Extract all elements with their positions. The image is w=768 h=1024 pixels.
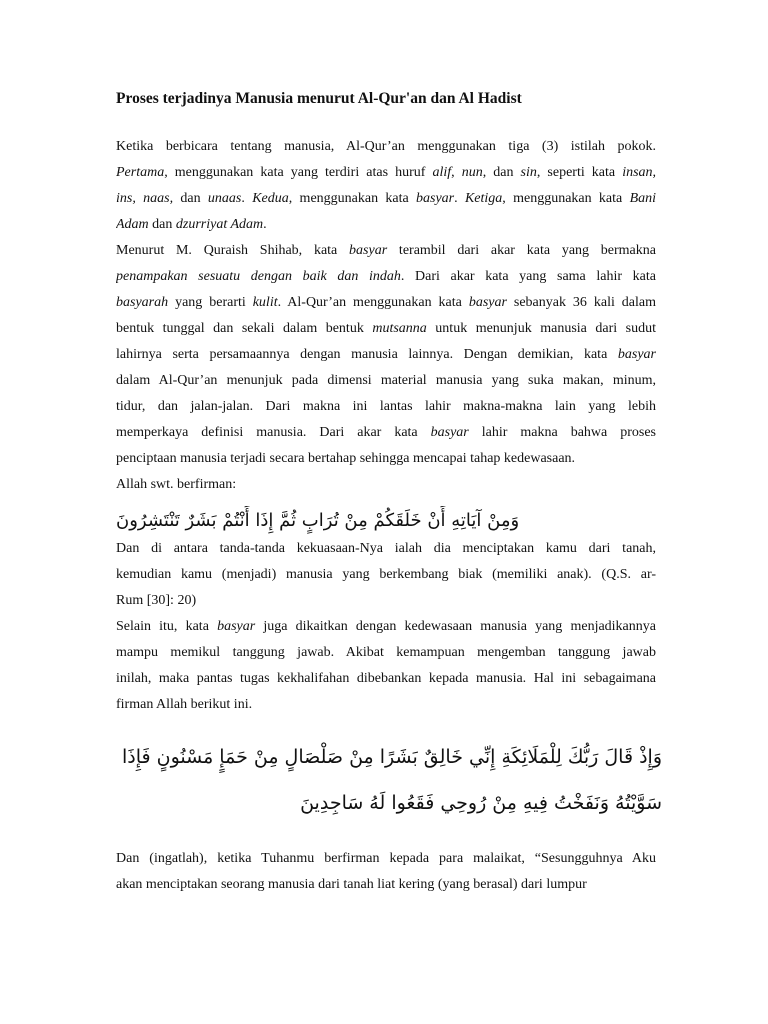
text-line <box>116 640 656 666</box>
text-run: yang berarti <box>168 295 253 310</box>
arabic-verse-ar-rum: وَمِنْ آيَاتِهِ أَنْ خَلَقَكُمْ مِنْ تُرَابٍ ثُمَّ إِذَا أَنْتُمْ بَشَرٌ تَنْتَشِرُونَ <box>116 510 520 531</box>
italic-term: unaas <box>207 191 242 206</box>
text-run: . <box>263 217 267 232</box>
text-line <box>116 186 656 212</box>
italic-term: basyar <box>430 425 469 440</box>
text-run: Rum [30]: 20) <box>116 593 197 608</box>
text-run: . <box>241 191 253 206</box>
italic-term: Adam <box>116 217 149 232</box>
text-line <box>116 666 656 692</box>
italic-term: ins, naas, <box>116 191 174 206</box>
text-line <box>116 394 656 420</box>
text-line <box>116 588 656 614</box>
italic-term: basyarah <box>116 295 169 310</box>
text-line <box>116 368 656 394</box>
text-run: Ketika berbicara tentang manusia, Al-Qur’an menggunakan tiga (3) istilah pokok. <box>116 139 656 154</box>
italic-term: basyar <box>349 243 388 258</box>
text-run: , <box>451 165 462 180</box>
italic-term: Kedua <box>252 191 289 206</box>
text-run: kemudian kamu (menjadi) manusia yang berkembang biak (memiliki anak). (Q.S. ar- <box>116 567 656 582</box>
paragraph-istilah-pokok <box>116 134 656 238</box>
text-run: inilah, maka pantas tugas kekhalifahan dibebankan kepada manusia. Hal ini sebagaimana <box>116 671 656 686</box>
text-run: , menggunakan kata <box>502 191 630 206</box>
text-run: dan <box>148 217 176 232</box>
text-run: lahir makna bahwa proses <box>468 425 656 440</box>
italic-term: nun <box>461 165 483 180</box>
italic-term: alif <box>432 165 452 180</box>
text-line <box>116 692 656 718</box>
text-run: penciptaan manusia terjadi secara bertahap sehingga mencapai tahap kedewasaan. <box>116 451 576 466</box>
text-line <box>116 290 656 316</box>
text-run: firman Allah berikut ini. <box>116 697 253 712</box>
text-line <box>116 420 656 446</box>
text-line <box>116 846 656 872</box>
italic-term: sin <box>520 165 537 180</box>
text-line <box>116 160 656 186</box>
arabic-verse-line-1: وَإِذْ قَالَ رَبُّكَ لِلْمَلَائِكَةِ إِنِّي خَالِقٌ بَشَرًا مِنْ صَلْصَالٍ مِنْ حَمَإٍ مَسْنُونٍ فَإِذَا <box>121 746 662 768</box>
text-run: untuk menunjuk manusia dari sudut <box>426 321 656 336</box>
text-run: akan menciptakan seorang manusia dari tanah liat kering (yang berasal) dari lumpur <box>116 877 587 892</box>
arabic-verse-line-2: سَوَّيْتُهُ وَنَفَخْتُ فِيهِ مِنْ رُوحِي فَقَعُوا لَهُ سَاجِدِينَ <box>300 792 662 814</box>
text-line <box>116 134 656 160</box>
text-run: tidur, dan jalan-jalan. Dari makna ini lantas lahir makna-makna lain yang lebih <box>116 399 656 414</box>
text-run: memperkaya definisi manusia. Dari akar kata <box>116 425 431 440</box>
text-run: Dan di antara tanda-tanda kekuasaan-Nya ialah dia menciptakan kamu dari tanah, <box>116 541 656 556</box>
text-line <box>116 316 656 342</box>
text-line <box>116 446 656 472</box>
italic-term: insan, <box>622 165 656 180</box>
text-run: lahirnya serta persamaannya dengan manusia lainnya. Dengan demikian, kata <box>116 347 618 362</box>
text-line <box>116 872 656 898</box>
text-run: sebanyak 36 kali dalam <box>506 295 656 310</box>
text-run: Selain itu, kata <box>116 619 218 634</box>
italic-term: basyar <box>617 347 656 362</box>
text-run: Allah swt. berfirman: <box>116 477 237 492</box>
italic-term: Pertama <box>116 165 165 180</box>
italic-term: dzurriyat Adam <box>175 217 264 232</box>
text-run: . Al-Qur’an menggunakan kata <box>277 295 469 310</box>
italic-term: Bani <box>629 191 656 206</box>
text-run: juga dikaitkan dengan kedewasaan manusia yang menjadikannya <box>255 619 656 634</box>
italic-term: mutsanna <box>372 321 427 336</box>
text-run: , menggunakan kata <box>288 191 417 206</box>
text-run: , menggunakan kata yang terdiri atas huruf <box>164 165 433 180</box>
document-title: Proses terjadinya Manusia menurut Al-Qur'an dan Al Hadist <box>116 90 522 107</box>
text-run: bentuk tunggal dan sekali dalam bentuk <box>116 321 373 336</box>
text-line <box>116 562 656 588</box>
paragraph-translation-ar-rum <box>116 536 656 718</box>
text-run: Dan (ingatlah), ketika Tuhanmu berfirman kepada para malaikat, “Sesungguhnya Aku <box>116 851 656 866</box>
text-run: Menurut M. Quraish Shihab, kata <box>116 243 350 258</box>
text-line <box>116 536 656 562</box>
paragraph-translation-malaikat <box>116 846 656 898</box>
text-line <box>116 472 656 498</box>
italic-term: Ketiga <box>464 191 503 206</box>
text-line <box>116 238 656 264</box>
text-run: dan <box>173 191 208 206</box>
text-run: . <box>454 191 465 206</box>
italic-term: penampakan sesuatu dengan baik dan indah <box>116 269 401 284</box>
text-run: dalam Al-Qur’an menunjuk pada dimensi material manusia yang suka makan, minum, <box>116 373 656 388</box>
text-line <box>116 342 656 368</box>
text-run: , dan <box>482 165 521 180</box>
text-run: , seperti kata <box>536 165 623 180</box>
italic-term: kulit <box>252 295 278 310</box>
text-line <box>116 614 656 640</box>
text-line <box>116 212 656 238</box>
italic-term: basyar <box>468 295 507 310</box>
italic-term: basyar <box>217 619 256 634</box>
text-run: mampu memikul tanggung jawab. Akibat kemampuan mengemban tanggung jawab <box>116 645 656 660</box>
text-line <box>116 264 656 290</box>
text-run: terambil dari akar kata yang bermakna <box>387 243 656 258</box>
italic-term: basyar <box>416 191 455 206</box>
paragraph-quraish-shihab <box>116 238 656 498</box>
text-run: . Dari akar kata yang sama lahir kata <box>400 269 656 284</box>
